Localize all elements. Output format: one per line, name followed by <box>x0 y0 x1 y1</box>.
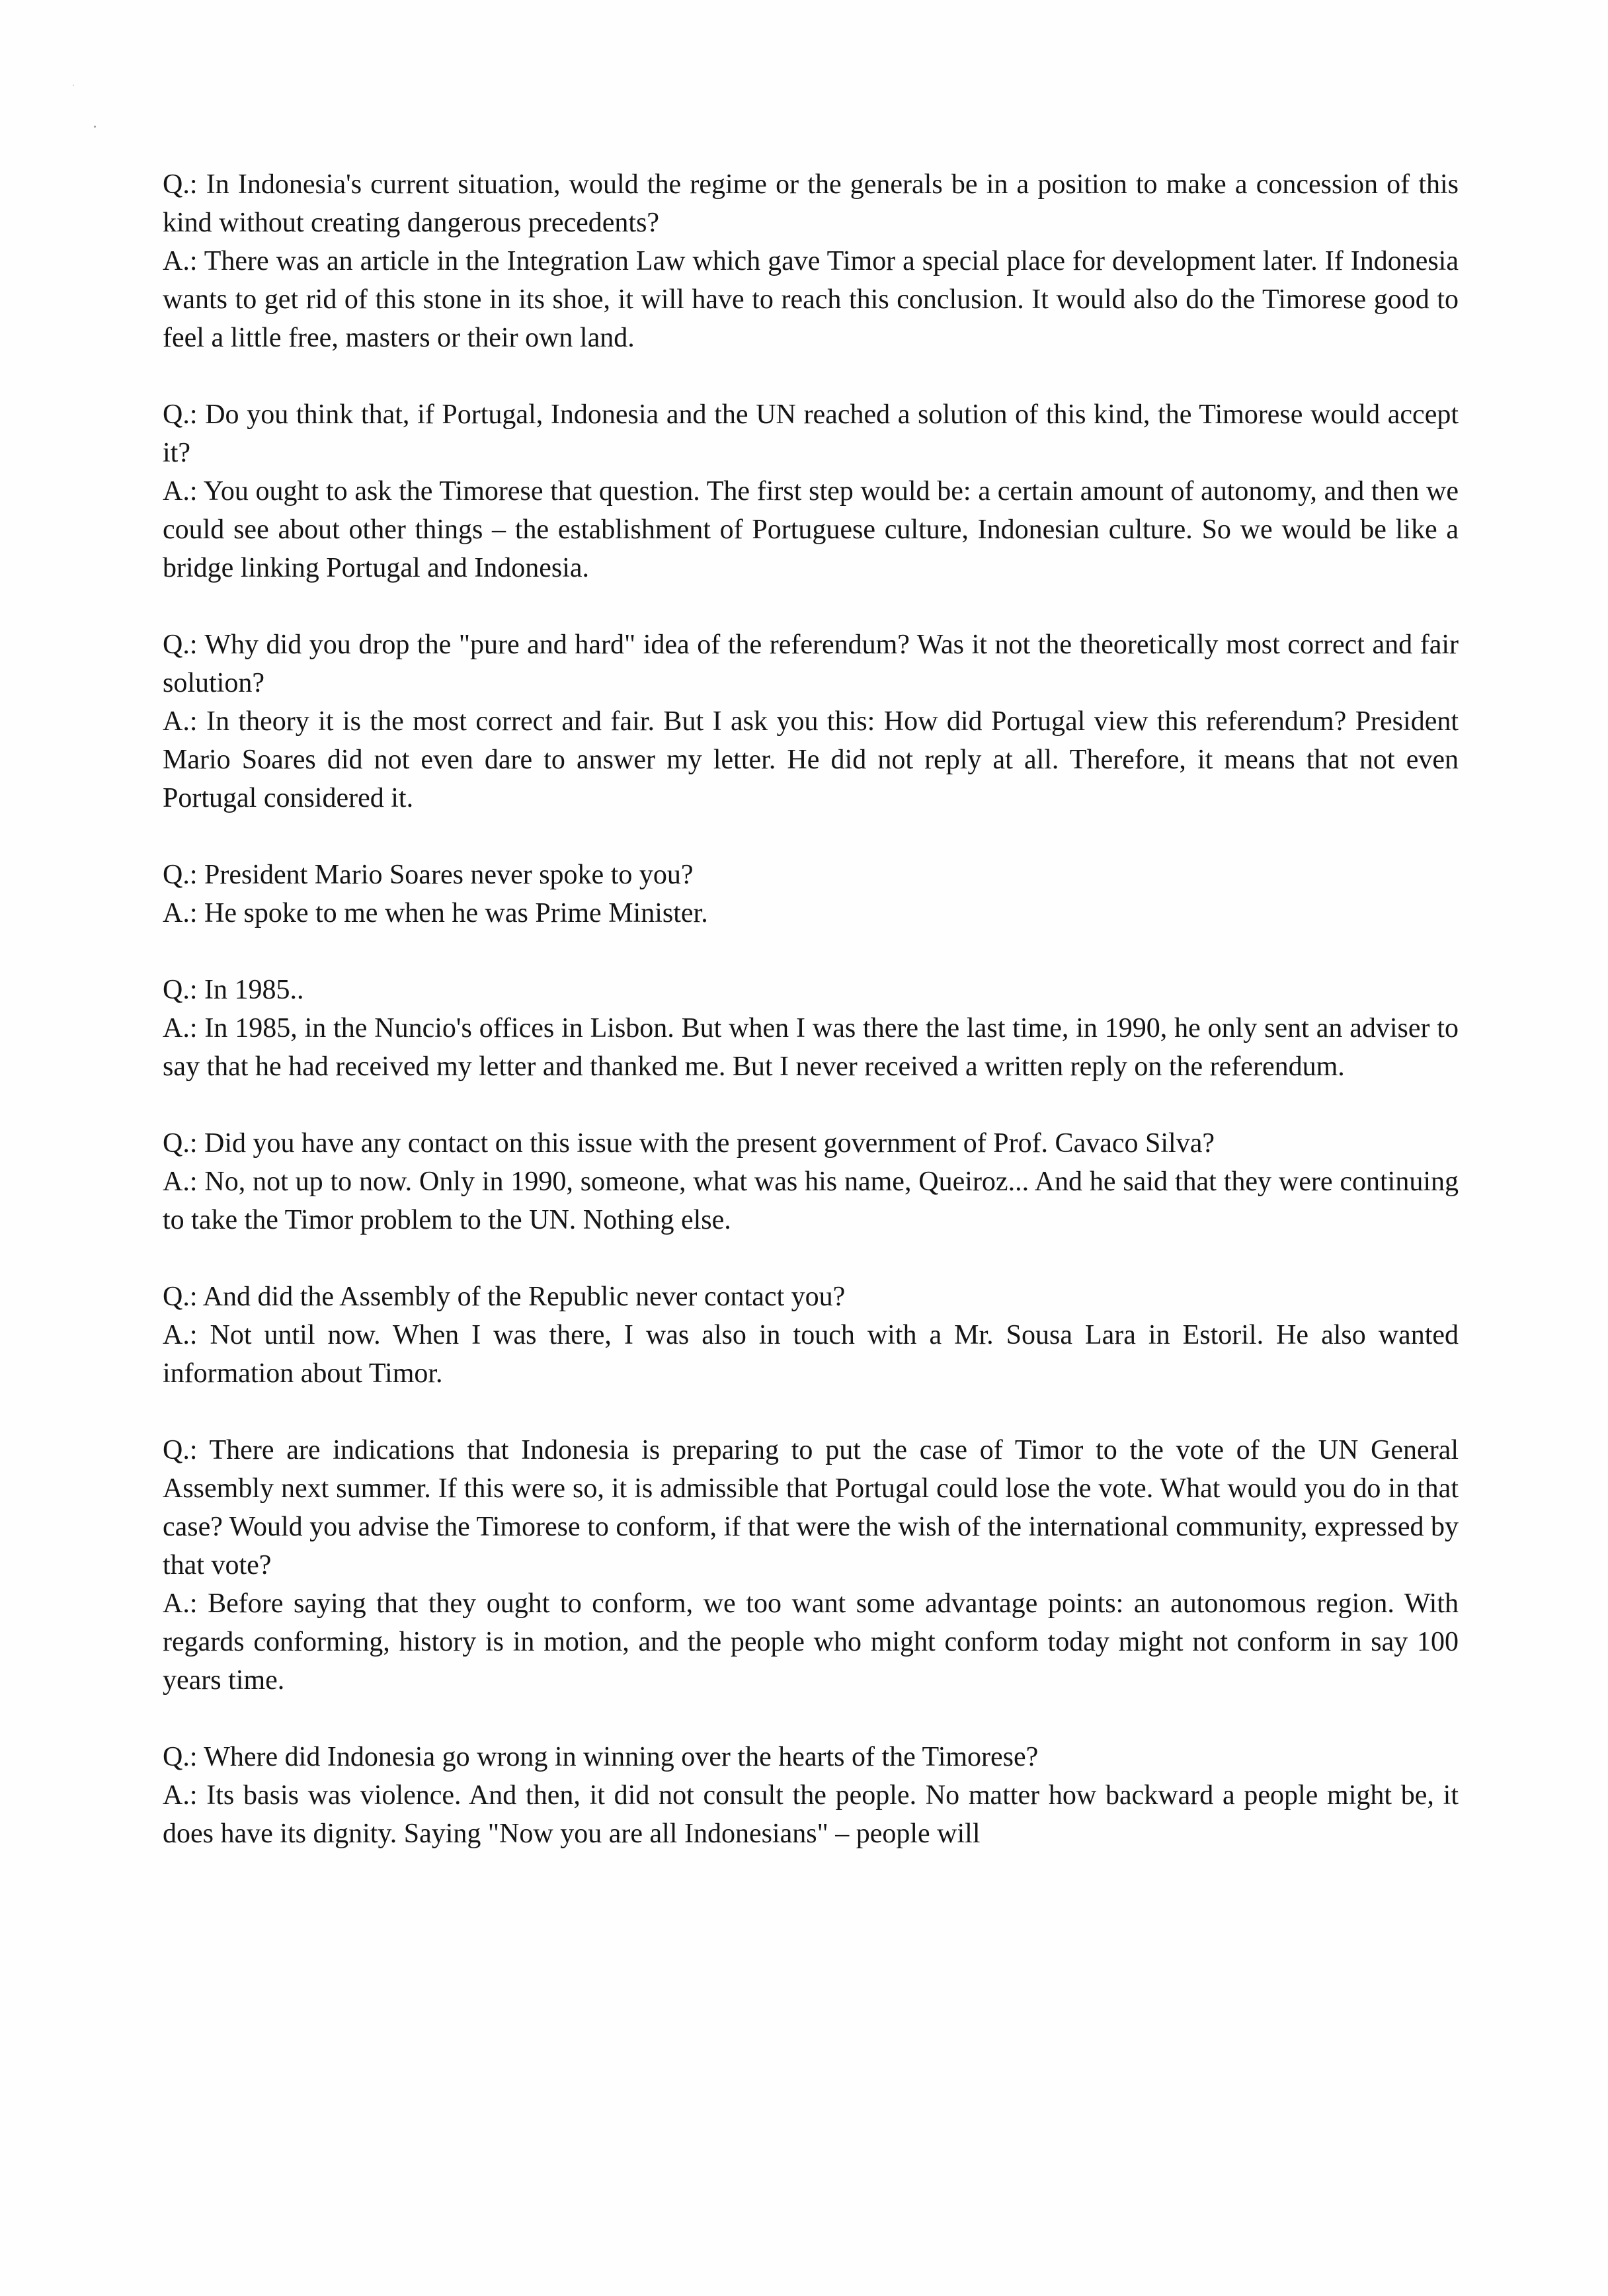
question-paragraph <box>163 971 1459 1009</box>
question-label: Q.: <box>163 1435 198 1465</box>
question-label: Q.: <box>163 1128 198 1159</box>
answer-paragraph <box>163 472 1459 587</box>
answer-text: He spoke to me when he was Prime Minister. <box>204 898 708 928</box>
answer-paragraph <box>163 242 1459 357</box>
question-paragraph <box>163 1278 1459 1316</box>
answer-label: A.: <box>163 246 198 276</box>
answer-text: In 1985, in the Nuncio's offices in Lisbon. But when I was there the last time, in 1990, he only sent an adviser to say that he had received my letter and thanked me. But I never received a written reply on the referendum. <box>163 1013 1459 1082</box>
question-text: There are indications that Indonesia is preparing to put the case of Timor to the vote of the UN General Assembly next summer. If this were so, it is admissible that Portugal could lose the vote. What would you do in that case? Would you advise the Timorese to conform, if that were the wish of the international community, expressed by that vote? <box>163 1435 1459 1580</box>
answer-paragraph <box>163 1316 1459 1393</box>
qa-exchange-4 <box>163 856 1459 932</box>
answer-label: A.: <box>163 1167 198 1197</box>
question-text: Did you have any contact on this issue with the present government of Prof. Cavaco Silva? <box>204 1128 1215 1159</box>
question-paragraph <box>163 165 1459 242</box>
answer-paragraph <box>163 1584 1459 1700</box>
scan-speck <box>73 85 74 86</box>
question-label: Q.: <box>163 630 198 660</box>
question-paragraph <box>163 1124 1459 1163</box>
answer-paragraph <box>163 702 1459 817</box>
answer-paragraph <box>163 1776 1459 1853</box>
answer-text: You ought to ask the Timorese that question. The first step would be: a certain amount of autonomy, and then we could see about other things – the establishment of Portuguese culture, Indonesian culture. So we would be like a bridge linking Portugal and Indonesia. <box>163 476 1459 583</box>
question-text: In 1985.. <box>204 975 304 1005</box>
question-label: Q.: <box>163 169 198 200</box>
question-text: In Indonesia's current situation, would the regime or the generals be in a position to make a concession of this kind without creating dangerous precedents? <box>163 169 1459 238</box>
answer-label: A.: <box>163 898 198 928</box>
qa-exchange-6 <box>163 1124 1459 1239</box>
qa-exchange-2 <box>163 395 1459 587</box>
question-paragraph <box>163 1431 1459 1584</box>
question-paragraph <box>163 626 1459 702</box>
answer-text: There was an article in the Integration Law which gave Timor a special place for development later. If Indonesia wants to get rid of this stone in its shoe, it will have to reach this conclusion. It would also do the Timorese good to feel a little free, masters or their own land. <box>163 246 1459 353</box>
qa-exchange-1 <box>163 165 1459 357</box>
question-label: Q.: <box>163 1282 198 1312</box>
answer-text: Before saying that they ought to conform, we too want some advantage points: an autonomous region. With regards conforming, history is in motion, and the people who might conform today might not conform in say 100 years time. <box>163 1588 1459 1696</box>
question-label: Q.: <box>163 975 198 1005</box>
answer-label: A.: <box>163 1588 198 1619</box>
question-label: Q.: <box>163 860 198 890</box>
qa-exchange-8 <box>163 1431 1459 1700</box>
question-text: President Mario Soares never spoke to you? <box>204 860 694 890</box>
question-text: Do you think that, if Portugal, Indonesia and the UN reached a solution of this kind, the Timorese would accept it? <box>163 399 1459 468</box>
question-label: Q.: <box>163 1742 198 1772</box>
interview-transcript <box>163 165 1459 1891</box>
qa-exchange-3 <box>163 626 1459 817</box>
qa-exchange-7 <box>163 1278 1459 1393</box>
question-paragraph <box>163 1738 1459 1776</box>
answer-label: A.: <box>163 706 198 737</box>
answer-text: Not until now. When I was there, I was also in touch with a Mr. Sousa Lara in Estoril. He also wanted information about Timor. <box>163 1320 1459 1389</box>
answer-paragraph <box>163 894 1459 932</box>
answer-text: Its basis was violence. And then, it did not consult the people. No matter how backward a people might be, it does have its dignity. Saying "Now you are all Indonesians" – people will <box>163 1780 1459 1849</box>
answer-label: A.: <box>163 1780 198 1811</box>
answer-text: In theory it is the most correct and fair. But I ask you this: How did Portugal view this referendum? President Mario Soares did not even dare to answer my letter. He did not reply at all. Therefore, it means that not even Portugal considered it. <box>163 706 1459 813</box>
question-text: Why did you drop the "pure and hard" idea of the referendum? Was it not the theoretically most correct and fair solution? <box>163 630 1459 698</box>
answer-paragraph <box>163 1009 1459 1086</box>
qa-exchange-9 <box>163 1738 1459 1853</box>
qa-exchange-5 <box>163 971 1459 1086</box>
scan-speck <box>94 126 96 128</box>
answer-text: No, not up to now. Only in 1990, someone, what was his name, Queiroz... And he said that they were continuing to take the Timor problem to the UN. Nothing else. <box>163 1167 1459 1235</box>
question-label: Q.: <box>163 399 198 430</box>
answer-label: A.: <box>163 1320 198 1350</box>
answer-label: A.: <box>163 476 198 507</box>
question-paragraph <box>163 856 1459 894</box>
question-text: And did the Assembly of the Republic never contact you? <box>202 1282 846 1312</box>
question-paragraph <box>163 395 1459 472</box>
answer-label: A.: <box>163 1013 198 1044</box>
answer-paragraph <box>163 1163 1459 1239</box>
question-text: Where did Indonesia go wrong in winning over the hearts of the Timorese? <box>204 1742 1039 1772</box>
